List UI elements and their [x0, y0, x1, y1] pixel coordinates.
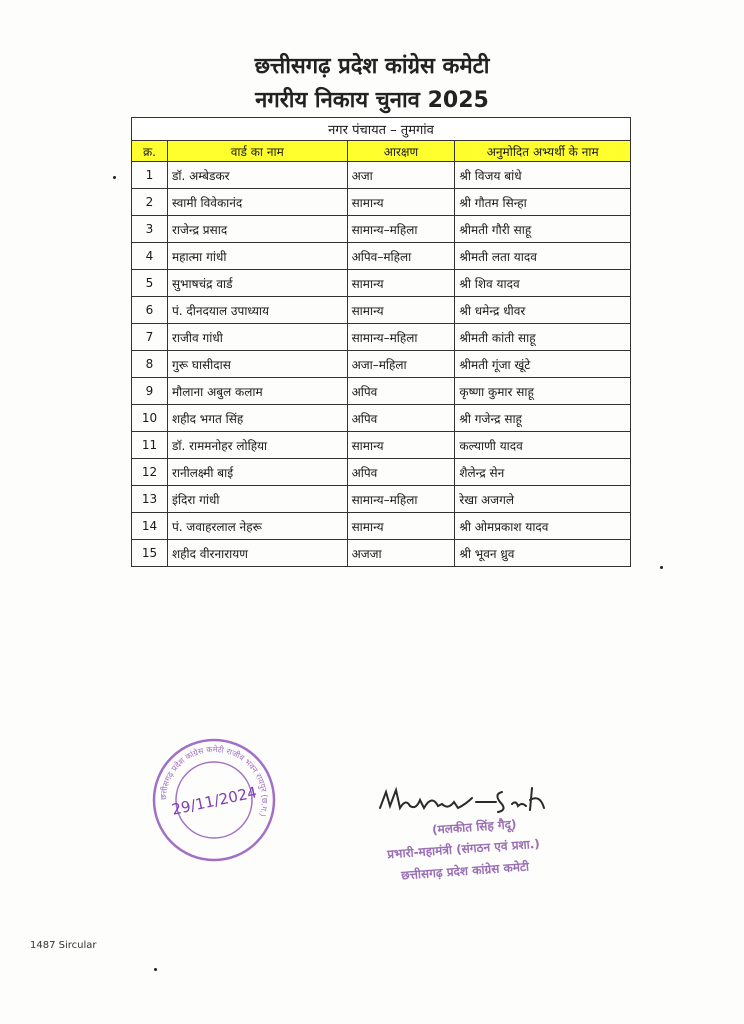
cell-sn: 6	[132, 297, 168, 324]
cell-ward-name: स्वामी विवेकानंद	[167, 189, 347, 216]
cell-sn: 1	[132, 162, 168, 189]
cell-sn: 10	[132, 405, 168, 432]
cell-reservation: सामान्य–महिला	[347, 486, 455, 513]
cell-sn: 8	[132, 351, 168, 378]
cell-reservation: अपिव	[347, 405, 455, 432]
cell-candidate: श्री गौतम सिन्हा	[455, 189, 631, 216]
table-row	[132, 162, 631, 189]
cell-reservation: अजा–महिला	[347, 351, 455, 378]
col-header-ward: वार्ड का नाम	[167, 141, 347, 162]
cell-reservation: सामान्य	[347, 513, 455, 540]
cell-sn: 7	[132, 324, 168, 351]
cell-sn: 3	[132, 216, 168, 243]
cell-ward-name: रानीलक्ष्मी बाई	[167, 459, 347, 486]
table-row	[132, 378, 631, 405]
cell-candidate: कल्याणी यादव	[455, 432, 631, 459]
scan-speck	[154, 968, 157, 971]
table-row	[132, 270, 631, 297]
cell-candidate: शैलेन्द्र सेन	[455, 459, 631, 486]
col-header-candidate: अनुमोदित अभ्यर्थी के नाम	[455, 141, 631, 162]
ward-candidate-table	[131, 117, 631, 567]
table-row	[132, 297, 631, 324]
document-title: छत्तीसगढ़ प्रदेश कांग्रेस कमेटी	[254, 54, 490, 79]
cell-ward-name: गुरू घासीदास	[167, 351, 347, 378]
table-row	[132, 540, 631, 567]
table-row	[132, 513, 631, 540]
cell-reservation: सामान्य–महिला	[347, 216, 455, 243]
cell-ward-name: डॉ. अम्बेडकर	[167, 162, 347, 189]
cell-reservation: अपिव	[347, 459, 455, 486]
cell-candidate: रेखा अजगले	[455, 486, 631, 513]
table-row	[132, 189, 631, 216]
cell-reservation: अजजा	[347, 540, 455, 567]
cell-ward-name: पं. दीनदयाल उपाध्याय	[167, 297, 347, 324]
stamp-ring-text: छत्तीसगढ़ प्रदेश कांग्रेस कमेटी राजीव भवन रायपुर (छ.ग.)	[158, 744, 270, 818]
signatory-name: (मलकीत सिंह गैदू)	[431, 817, 517, 837]
cell-reservation: सामान्य	[347, 432, 455, 459]
cell-reservation: सामान्य–महिला	[347, 324, 455, 351]
col-header-sn: क्र.	[132, 141, 168, 162]
table-row	[132, 432, 631, 459]
table-header-row	[132, 141, 631, 162]
cell-ward-name: महात्मा गांधी	[167, 243, 347, 270]
cell-ward-name: शहीद भगत सिंह	[167, 405, 347, 432]
cell-reservation: सामान्य	[347, 297, 455, 324]
cell-ward-name: डॉ. राममनोहर लोहिया	[167, 432, 347, 459]
cell-candidate: श्रीमती गौरी साहू	[455, 216, 631, 243]
scan-speck	[113, 176, 116, 179]
cell-candidate: श्री धमेन्द्र धीवर	[455, 297, 631, 324]
cell-sn: 14	[132, 513, 168, 540]
cell-ward-name: शहीद वीरनारायण	[167, 540, 347, 567]
cell-ward-name: राजीव गांधी	[167, 324, 347, 351]
cell-candidate: श्री भूवन ध्रुव	[455, 540, 631, 567]
table-caption: नगर पंचायत – तुमगांव	[132, 118, 631, 141]
cell-reservation: सामान्य	[347, 189, 455, 216]
cell-ward-name: पं. जवाहरलाल नेहरू	[167, 513, 347, 540]
cell-sn: 9	[132, 378, 168, 405]
cell-candidate: श्री शिव यादव	[455, 270, 631, 297]
footer-note: 1487 Sircular	[30, 940, 97, 951]
cell-candidate: कृष्णा कुमार साहू	[455, 378, 631, 405]
cell-candidate: श्री गजेन्द्र साहू	[455, 405, 631, 432]
scan-speck	[660, 566, 663, 569]
cell-sn: 2	[132, 189, 168, 216]
table-row	[132, 405, 631, 432]
cell-ward-name: इंदिरा गांधी	[167, 486, 347, 513]
cell-sn: 12	[132, 459, 168, 486]
cell-sn: 4	[132, 243, 168, 270]
table-row	[132, 324, 631, 351]
cell-sn: 15	[132, 540, 168, 567]
cell-ward-name: सुभाषचंद्र वार्ड	[167, 270, 347, 297]
cell-reservation: अपिव	[347, 378, 455, 405]
signatory-post: प्रभारी-महामंत्री (संगठन एवं प्रशा.)	[386, 836, 541, 862]
cell-candidate: श्रीमती कांती साहू	[455, 324, 631, 351]
cell-ward-name: राजेन्द्र प्रसाद	[167, 216, 347, 243]
cell-candidate: श्री विजय बांधे	[455, 162, 631, 189]
table-row	[132, 486, 631, 513]
signatory-org: छत्तीसगढ़ प्रदेश कांग्रेस कमेटी	[400, 859, 530, 883]
handwritten-signature	[376, 780, 576, 820]
col-header-reservation: आरक्षण	[347, 141, 455, 162]
cell-sn: 13	[132, 486, 168, 513]
table-row	[132, 459, 631, 486]
cell-sn: 5	[132, 270, 168, 297]
stamp-date: 29/11/2024	[170, 783, 259, 819]
cell-sn: 11	[132, 432, 168, 459]
table-caption-row	[132, 118, 631, 141]
table-row	[132, 351, 631, 378]
cell-candidate: श्री ओमप्रकाश यादव	[455, 513, 631, 540]
table-row	[132, 243, 631, 270]
party-seal-stamp	[150, 736, 278, 864]
cell-reservation: अजा	[347, 162, 455, 189]
cell-reservation: सामान्य	[347, 270, 455, 297]
cell-ward-name: मौलाना अबुल कलाम	[167, 378, 347, 405]
cell-candidate: श्रीमती लता यादव	[455, 243, 631, 270]
table-row	[132, 216, 631, 243]
cell-reservation: अपिव–महिला	[347, 243, 455, 270]
cell-candidate: श्रीमती गूंजा खूंटे	[455, 351, 631, 378]
document-subtitle: नगरीय निकाय चुनाव 2025	[255, 88, 489, 113]
